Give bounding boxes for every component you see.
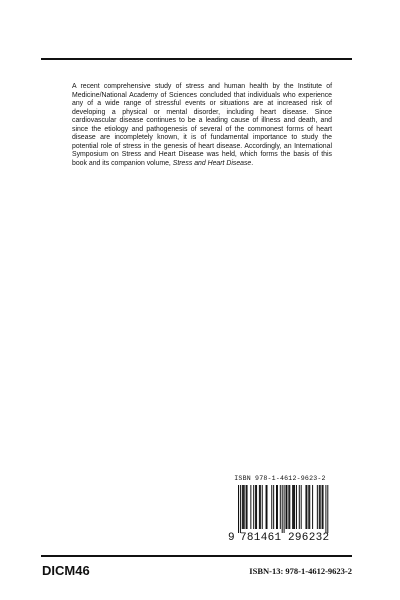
barcode-bar — [317, 485, 318, 529]
barcode-bar — [260, 485, 261, 529]
barcode-right-digits: 296232 — [288, 532, 330, 544]
blurb-text: A recent comprehensive study of stress and human health by the Institute of Medicine/National Academy of Sciences concluded that individuals who experience any of a wide range of stressful events or situations are at increased risk of developing a physical or mental disorder, including heart disease. Since cardiovascular disease continues to be a leading cause of illness and death, and since the etiology and pathogenesis of several of the commonest forms of heart disease are incompletely known, it is of fundamental importance to study the potential role of stress in the genesis of heart disease. Accordingly, an International Symposium on Stress and Heart Disease was held, which forms the basis of this book and its companion volume, — [72, 83, 332, 167]
barcode-guard-bar — [238, 485, 239, 533]
barcode-bar — [253, 485, 254, 529]
barcode-bar — [320, 485, 321, 529]
bottom-rule — [41, 555, 352, 557]
barcode-bar — [262, 485, 263, 529]
barcode-bar — [322, 485, 323, 529]
isbn-13: ISBN-13: 978-1-4612-9623-2 — [249, 566, 352, 576]
barcode-bar — [289, 485, 290, 529]
barcode-bar — [256, 485, 257, 529]
barcode-bar — [271, 485, 272, 529]
barcode-bar — [323, 485, 324, 529]
barcode-bar — [276, 485, 277, 529]
barcode-bar — [286, 485, 287, 529]
barcode-bar — [308, 485, 309, 529]
barcode-bar — [244, 485, 245, 529]
barcode-guard-bar — [327, 485, 328, 533]
barcode-bar — [301, 485, 302, 529]
barcode-bar — [305, 485, 306, 529]
top-rule — [41, 58, 352, 60]
barcode-bar — [309, 485, 310, 529]
barcode-bar — [292, 485, 293, 529]
barcode-bar — [277, 485, 278, 529]
barcode-bar — [267, 485, 268, 529]
barcode-bar — [242, 485, 243, 529]
barcode-isbn-text: ISBN 978-1-4612-9623-2 — [234, 475, 326, 482]
blurb-end: . — [251, 159, 254, 167]
barcode-guard-bar — [284, 485, 285, 533]
barcode-bar — [250, 485, 251, 529]
barcode-bars — [228, 485, 332, 533]
barcode-bar — [306, 485, 307, 529]
barcode-bar — [259, 485, 260, 529]
barcode-digits — [228, 532, 332, 546]
barcode-bar — [286, 485, 287, 529]
barcode-bar — [296, 485, 297, 529]
isbn-barcode — [228, 475, 332, 547]
back-cover-blurb — [72, 83, 332, 168]
barcode-left-digits: 781461 — [240, 532, 282, 544]
product-code: DICM46 — [42, 563, 90, 578]
barcode-bar — [243, 485, 244, 529]
barcode-lead-digit: 9 — [228, 532, 235, 544]
barcode-bar — [319, 485, 320, 529]
barcode-bar — [288, 485, 289, 529]
barcode-bar — [255, 485, 256, 529]
companion-volume-title: Stress and Heart Disease — [172, 159, 252, 167]
barcode-bar — [299, 485, 300, 529]
barcode-guard-bar — [325, 485, 326, 533]
barcode-bar — [247, 485, 248, 529]
barcode-bar — [246, 485, 247, 529]
barcode-bar — [312, 485, 313, 529]
barcode-bar — [294, 485, 295, 529]
barcode-bar — [266, 485, 267, 529]
barcode-guard-bar — [282, 485, 283, 533]
barcode-guard-bar — [240, 485, 241, 533]
barcode-bar — [293, 485, 294, 529]
barcode-bar — [273, 485, 274, 529]
barcode-bar — [280, 485, 281, 529]
